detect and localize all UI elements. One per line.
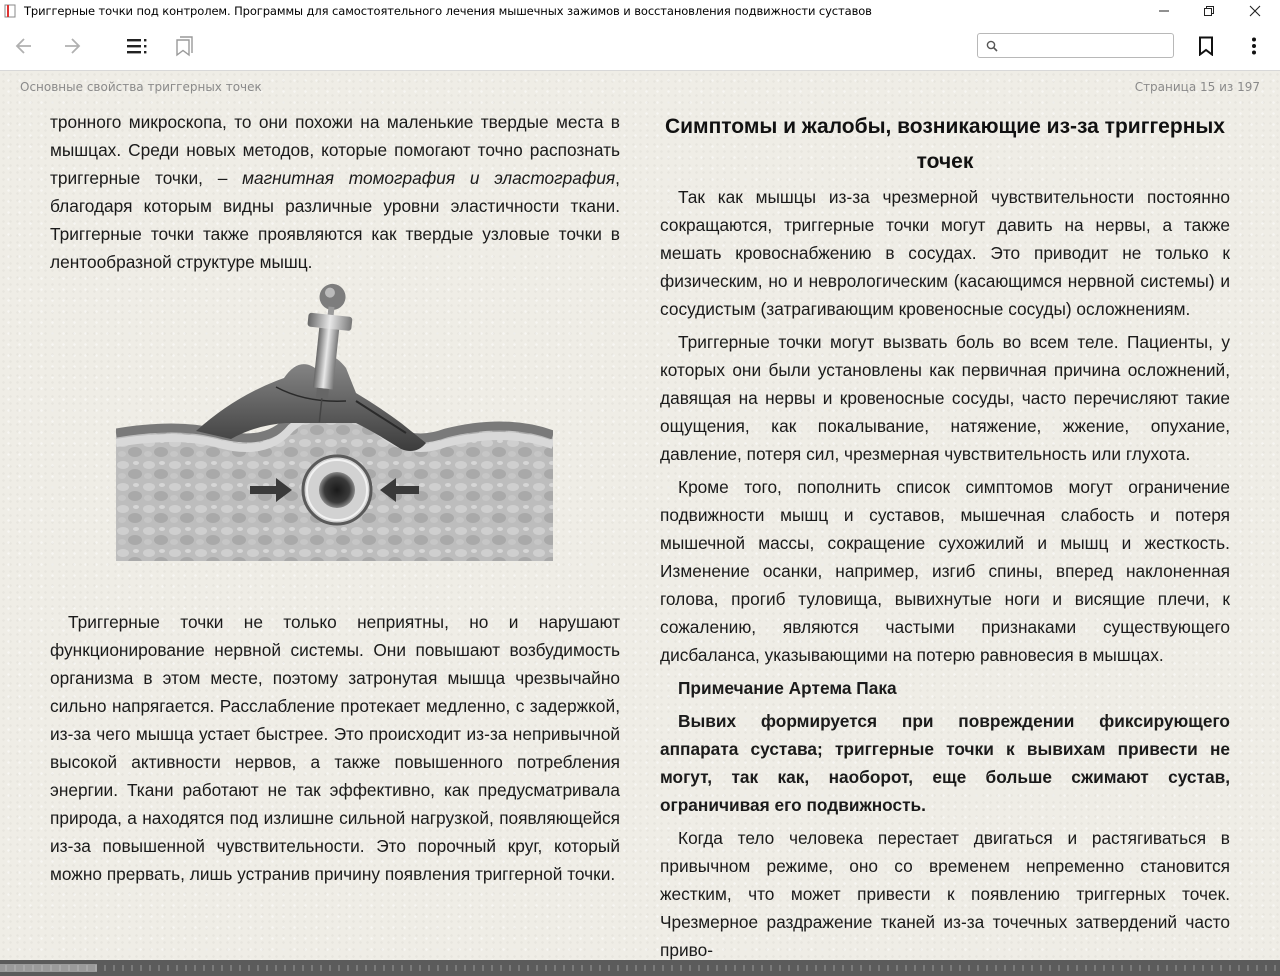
bookmarks-list-button[interactable] — [165, 22, 205, 70]
search-icon — [986, 40, 998, 52]
back-arrow-icon — [14, 36, 34, 56]
section-heading: Симптомы и жалобы, возникающие из-за триггерных точек — [664, 115, 1225, 173]
bookmark-icon — [1198, 36, 1214, 56]
close-button[interactable] — [1232, 0, 1278, 22]
search-field[interactable] — [977, 33, 1174, 58]
paragraph — [50, 108, 620, 276]
toolbar — [0, 22, 1280, 71]
search-input[interactable] — [1004, 36, 1172, 57]
paragraph: Когда тело человека перестает двигаться и растягиваться в привычном режиме, оно со временем непременно становится жестким, что может привести к появлению триггерных точек. Чрезмерное раздражение тканей из-за точечных затвердений часто приво- — [660, 828, 1230, 960]
restore-button[interactable] — [1186, 0, 1232, 22]
note-title: Примечание Артема Пака — [678, 678, 897, 698]
paragraph: Кроме того, пополнить список симптомов могут ограничение подвижности мышц и суставов, мышечная слабость и потеря мышечной массы, сокращение сухожилий и мышц и жесткость. Изменение осанки, например, изгиб спины, вперед наклоненная голова, прогиб туловища, вывихнутые ноги и висящие плечи, к сожалению, являются частыми признаками существующего дисбаланса, указывающими на потерю равновесия в мышцах. — [660, 477, 1230, 665]
title-bar — [0, 0, 1280, 22]
window-title: Триггерные точки под контролем. Программы для самостоятельного лечения мышечных зажимов и восстановления подвижности суставов — [24, 4, 872, 18]
back-button[interactable] — [4, 22, 44, 70]
progress-fill — [0, 964, 97, 972]
minimize-button[interactable] — [1141, 0, 1187, 22]
forward-arrow-icon — [62, 36, 82, 56]
italic-text: магнитная томография и эластография — [242, 168, 616, 188]
right-column — [660, 109, 1230, 964]
book-app-icon — [4, 4, 16, 18]
paragraph: Триггерные точки могут вызвать боль во всем теле. Пациенты, у которых они были установлены как первичная причина осложнений, давящая на нервы и кровеносные сосуды, часто перечисляют такие ощущения, как покалывание, натяжение, жжение, опухание, давление, потеря сил, чрезмерная чувствительность или глухота. — [660, 332, 1230, 464]
more-vertical-icon — [1251, 37, 1257, 55]
bookmark-outline-icon — [175, 35, 195, 57]
contents-button[interactable] — [117, 22, 157, 70]
paragraph-text: , благодаря которым видны различные уровни эластичности ткани. Триггерные точки также проявляются как твердые узловые точки в лентообразной структуре мышц. — [50, 168, 620, 272]
left-column-lower — [50, 608, 620, 888]
paragraph: Триггерные точки не только неприятны, но и нарушают функционирование нервной системы. Они повышают возбудимость организма в этом месте, поэтому затронутая мышца чрезвычайно сильно напрягается. Расслабление протекает медленно, с задержкой, из-за чего мышца устает быстрее. Это происходит из-за непривычной высокой активности нервов, а также повышенного потребления энергии. Ткани работают не так эффективно, как предусматривала природа, а находятся под излишне сильной нагрузкой, появляющейся из-за повышенной чувствительности. Это порочный круг, который можно прервать, лишь устранив причину появления триггерной точки. — [50, 612, 620, 884]
minimize-icon — [1158, 5, 1170, 17]
trigger-point-illustration — [116, 283, 553, 561]
more-menu-button[interactable] — [1234, 22, 1274, 70]
chapter-title: Основные свойства триггерных точек — [20, 80, 262, 94]
contents-list-icon — [126, 37, 148, 55]
chapter-ticks — [0, 964, 1280, 972]
close-icon — [1249, 5, 1261, 17]
reading-progress-bar[interactable] — [0, 960, 1280, 976]
note-text: Вывих формируется при повреждении фиксирующего аппарата сустава; триггерные точки к вывихам привести не могут, так как, наоборот, еще больше сжимают сустав, ограничивая его подвижность. — [660, 711, 1230, 815]
left-column — [50, 108, 620, 276]
add-bookmark-button[interactable] — [1186, 22, 1226, 70]
book-page[interactable] — [0, 71, 1280, 960]
restore-icon — [1203, 5, 1215, 17]
paragraph-text: тронного микроскопа, то они похожи на маленькие твердые места в мышцах. Среди новых методов, которые помогают точно распознать триггерные точки, – — [50, 112, 620, 188]
forward-button[interactable] — [52, 22, 92, 70]
page-indicator: Страница 15 из 197 — [1134, 80, 1260, 94]
paragraph: Так как мышцы из-за чрезмерной чувствительности постоянно сокращаются, триггерные точки могут давить на нервы, а также мешать кровоснабжению в сосудах. Это приводит не только к физическим, но и неврологическим (касающимся нервной системы) и сосудистым (затрагивающим кровеносные сосуды) осложнениям. — [660, 187, 1230, 319]
